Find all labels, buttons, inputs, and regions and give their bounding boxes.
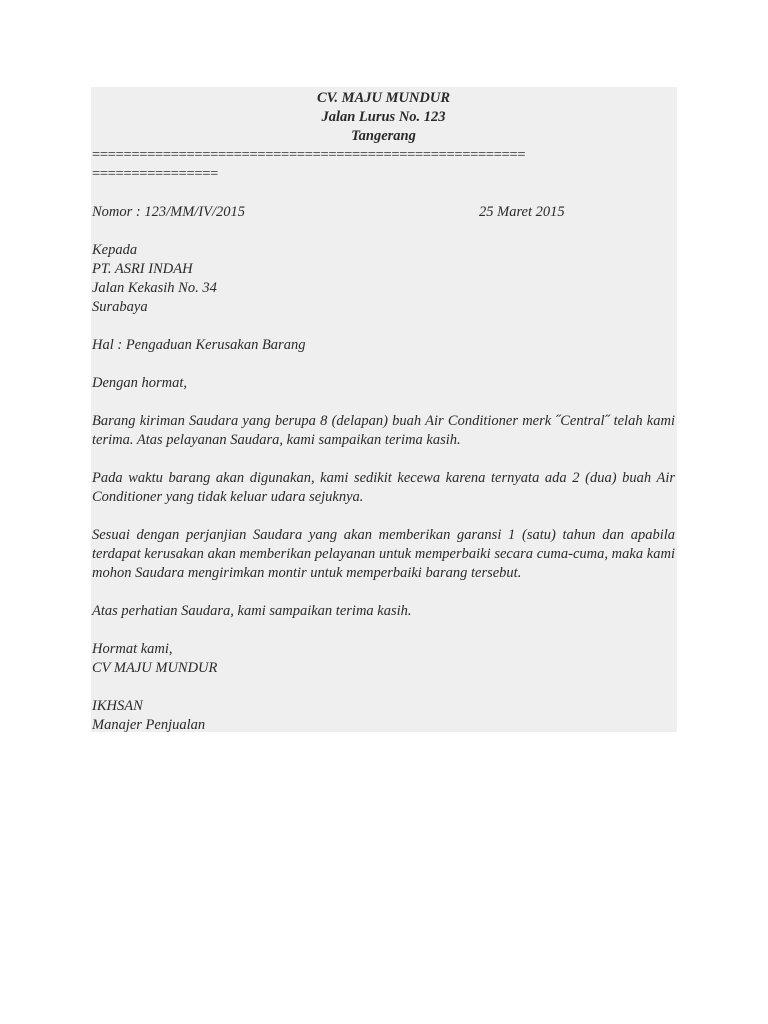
signer-name: IKHSAN <box>92 698 143 714</box>
letter-body <box>92 89 675 735</box>
paragraph-3: Sesuai dengan perjanjian Saudara yang akan memberikan garansi 1 (satu) tahun dan apabila terdapat kerusakan akan memberikan pelayanan untuk memperbaiki secara cuma-cuma, maka kami mohon Saudara mengirimkan montir untuk memperbaiki barang tersebut. <box>92 527 675 581</box>
recipient-name: PT. ASRI INDAH <box>92 261 193 277</box>
paragraph-2: Pada waktu barang akan digunakan, kami sedikit kecewa karena ternyata ada 2 (dua) buah Air Conditioner yang tidak keluar udara sejuknya. <box>92 470 675 505</box>
signer-position: Manajer Penjualan <box>92 717 206 733</box>
letter-meta <box>92 203 675 222</box>
letter-number: Nomor : 123/MM/IV/2015 <box>92 204 246 220</box>
paragraph-4: Atas perhatian Saudara, kami sampaikan terima kasih. <box>92 603 412 619</box>
letterhead-company: CV. MAJU MUNDUR <box>316 90 451 106</box>
letterhead-address: Jalan Lurus No. 123 <box>321 109 446 125</box>
paragraph-1: Barang kiriman Saudara yang berupa 8 (delapan) buah Air Conditioner merk ˝Central˝ telah kami terima. Atas pelayanan Saudara, kami sampaikan terima kasih. <box>92 413 675 448</box>
divider-line-1: ======================================================= <box>92 147 526 163</box>
closing-company: CV MAJU MUNDUR <box>92 660 218 676</box>
divider-line-2: ================ <box>92 166 219 182</box>
letter-greeting: Dengan hormat, <box>92 375 188 391</box>
recipient-city: Surabaya <box>92 299 148 315</box>
closing-regards: Hormat kami, <box>92 641 173 657</box>
letter-subject: Hal : Pengaduan Kerusakan Barang <box>92 337 306 353</box>
recipient-salutation: Kepada <box>92 242 138 258</box>
letterhead-city: Tangerang <box>351 128 416 144</box>
recipient-street: Jalan Kekasih No. 34 <box>92 280 217 296</box>
letter-page <box>91 87 677 732</box>
letter-date: 25 Maret 2015 <box>479 204 565 220</box>
